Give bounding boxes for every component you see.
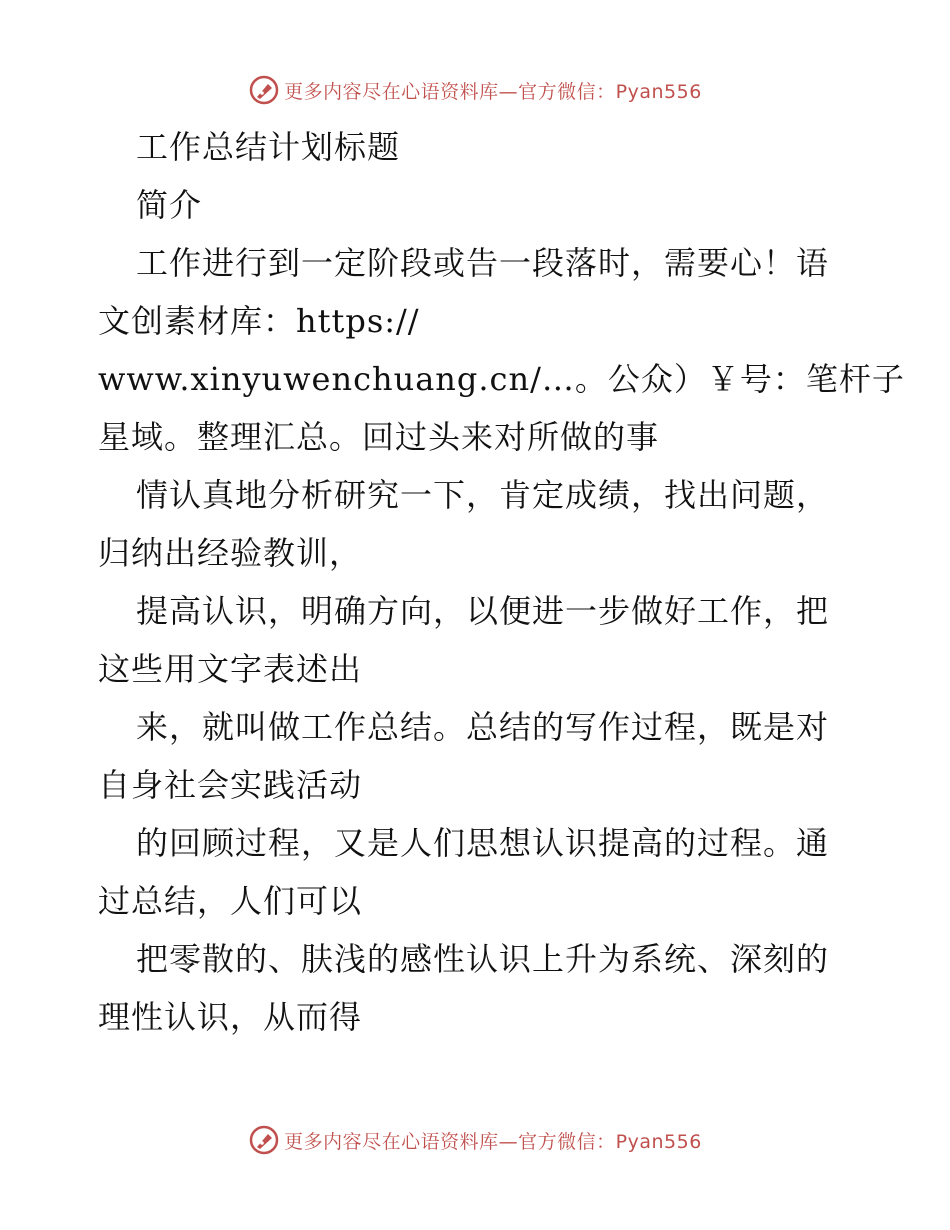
doc-line: 提高认识，明确方向，以便进一步做好工作，把 [136,592,830,630]
doc-line: www.xinyuwenchuang.cn/…。公众）￥号：笔杆子 [98,360,905,398]
header-banner-text: 更多内容尽在心语资料库—官方微信：Pyan556 [284,80,702,103]
doc-line: 工作进行到一定阶段或告一段落时，需要心！语 [136,244,830,282]
doc-line: 理性认识，从而得 [98,998,363,1036]
pen-nib-logo-icon [248,74,280,106]
doc-line: 星域。整理汇总。回过头来对所做的事 [98,418,660,456]
header-banner [0,70,950,110]
doc-line: 过总结，人们可以 [98,882,363,920]
doc-title: 工作总结计划标题 [136,128,401,166]
document-body [98,118,905,1046]
doc-line: 情认真地分析研究一下，肯定成绩，找出问题， [136,476,830,514]
pen-nib-logo-icon [248,1124,280,1156]
doc-line: 的回顾过程，又是人们思想认识提高的过程。通 [136,824,830,862]
footer-banner-text: 更多内容尽在心语资料库—官方微信：Pyan556 [284,1130,702,1153]
footer-banner [0,1120,950,1160]
doc-line: 自身社会实践活动 [98,766,363,804]
doc-line: 这些用文字表述出 [98,650,363,688]
doc-line: 文创素材库：https:// [98,302,420,340]
doc-line: 简介 [136,186,203,224]
doc-line: 归纳出经验教训， [98,534,363,572]
doc-line: 把零散的、肤浅的感性认识上升为系统、深刻的 [136,940,830,978]
doc-line: 来，就叫做工作总结。总结的写作过程，既是对 [136,708,830,746]
